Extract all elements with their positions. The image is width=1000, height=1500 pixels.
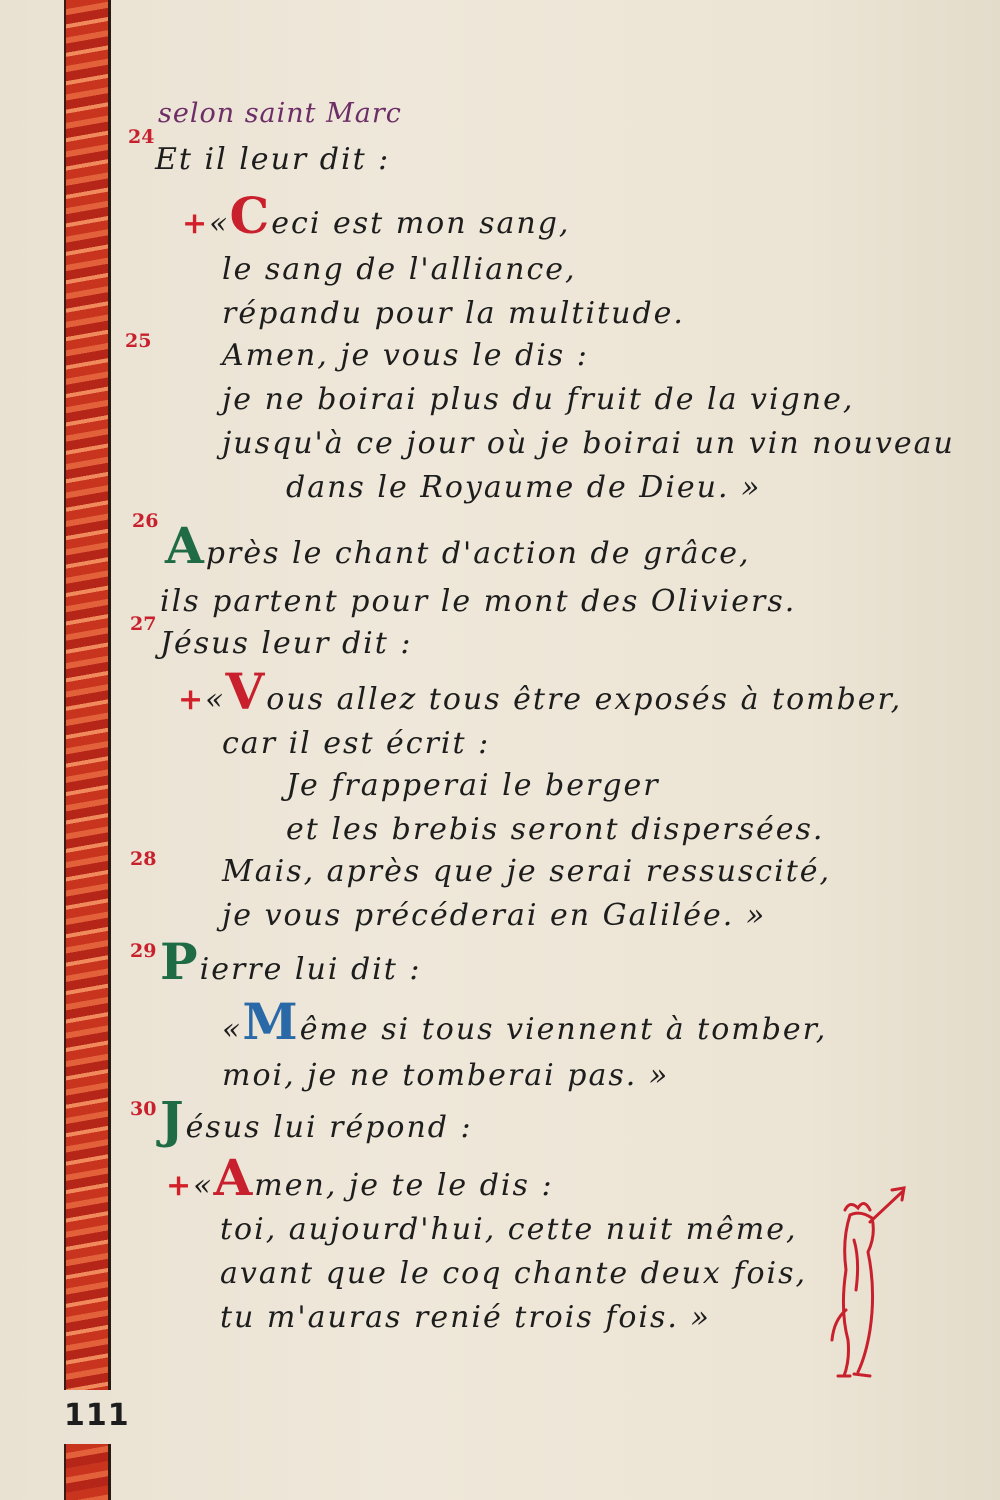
- text-line: Après le chant d'action de grâce,: [165, 516, 751, 575]
- decorative-border-bottom: [64, 1444, 111, 1500]
- verse-number-25: 25: [125, 330, 152, 352]
- page-number: 111: [64, 1398, 130, 1433]
- text-line: jusqu'à ce jour où je boirai un vin nouveau: [222, 426, 955, 461]
- text-line: le sang de l'alliance,: [222, 252, 577, 287]
- initial-letter: A: [165, 516, 206, 575]
- initial-letter: P: [160, 932, 200, 991]
- rubric-cross: +: [166, 1168, 194, 1203]
- verse-number-24: 24: [128, 126, 155, 148]
- page-header: selon saint Marc: [158, 98, 402, 129]
- text-line: +«Vous allez tous être exposés à tomber,: [178, 662, 903, 721]
- text-line: Mais, après que je serai ressuscité,: [222, 854, 832, 889]
- initial-letter: J: [160, 1090, 186, 1149]
- verse-number-28: 28: [130, 848, 157, 870]
- text-line: +«Amen, je te le dis :: [166, 1148, 554, 1207]
- verse-number-26: 26: [132, 510, 159, 532]
- text-line: je vous précéderai en Galilée. »: [222, 898, 767, 933]
- text-line: Amen, je vous le dis :: [222, 338, 589, 373]
- initial-letter: M: [242, 992, 300, 1051]
- initial-letter: V: [225, 662, 267, 721]
- text-line: tu m'auras renié trois fois. »: [220, 1300, 711, 1335]
- verse-number-27: 27: [130, 613, 157, 635]
- decorative-border: [64, 0, 111, 1390]
- verse-number-29: 29: [130, 940, 157, 962]
- rubric-cross: +: [178, 682, 206, 717]
- rooster-drawing-icon: [820, 1180, 930, 1390]
- text-line: +«Ceci est mon sang,: [182, 186, 571, 245]
- text-line: je ne boirai plus du fruit de la vigne,: [222, 382, 855, 417]
- text-line: et les brebis seront dispersées.: [286, 812, 825, 847]
- text-line: Jésus lui répond :: [160, 1090, 473, 1149]
- text-line: Pierre lui dit :: [160, 932, 422, 991]
- verse-number-30: 30: [130, 1098, 157, 1120]
- text-line: toi, aujourd'hui, cette nuit même,: [220, 1212, 798, 1247]
- text-line: Et il leur dit :: [155, 142, 391, 177]
- text-line: dans le Royaume de Dieu. »: [286, 470, 762, 505]
- text-line: car il est écrit :: [222, 726, 491, 761]
- text-line: Je frapperai le berger: [286, 768, 660, 803]
- initial-letter: C: [229, 186, 272, 245]
- text-line: avant que le coq chante deux fois,: [220, 1256, 808, 1291]
- text-line: Jésus leur dit :: [160, 626, 413, 661]
- text-line: moi, je ne tomberai pas. »: [222, 1058, 670, 1093]
- initial-letter: A: [213, 1148, 255, 1207]
- text-line: répandu pour la multitude.: [222, 296, 685, 331]
- rubric-cross: +: [182, 206, 210, 241]
- text-line: «Même si tous viennent à tomber,: [222, 992, 828, 1051]
- text-line: ils partent pour le mont des Oliviers.: [160, 584, 797, 619]
